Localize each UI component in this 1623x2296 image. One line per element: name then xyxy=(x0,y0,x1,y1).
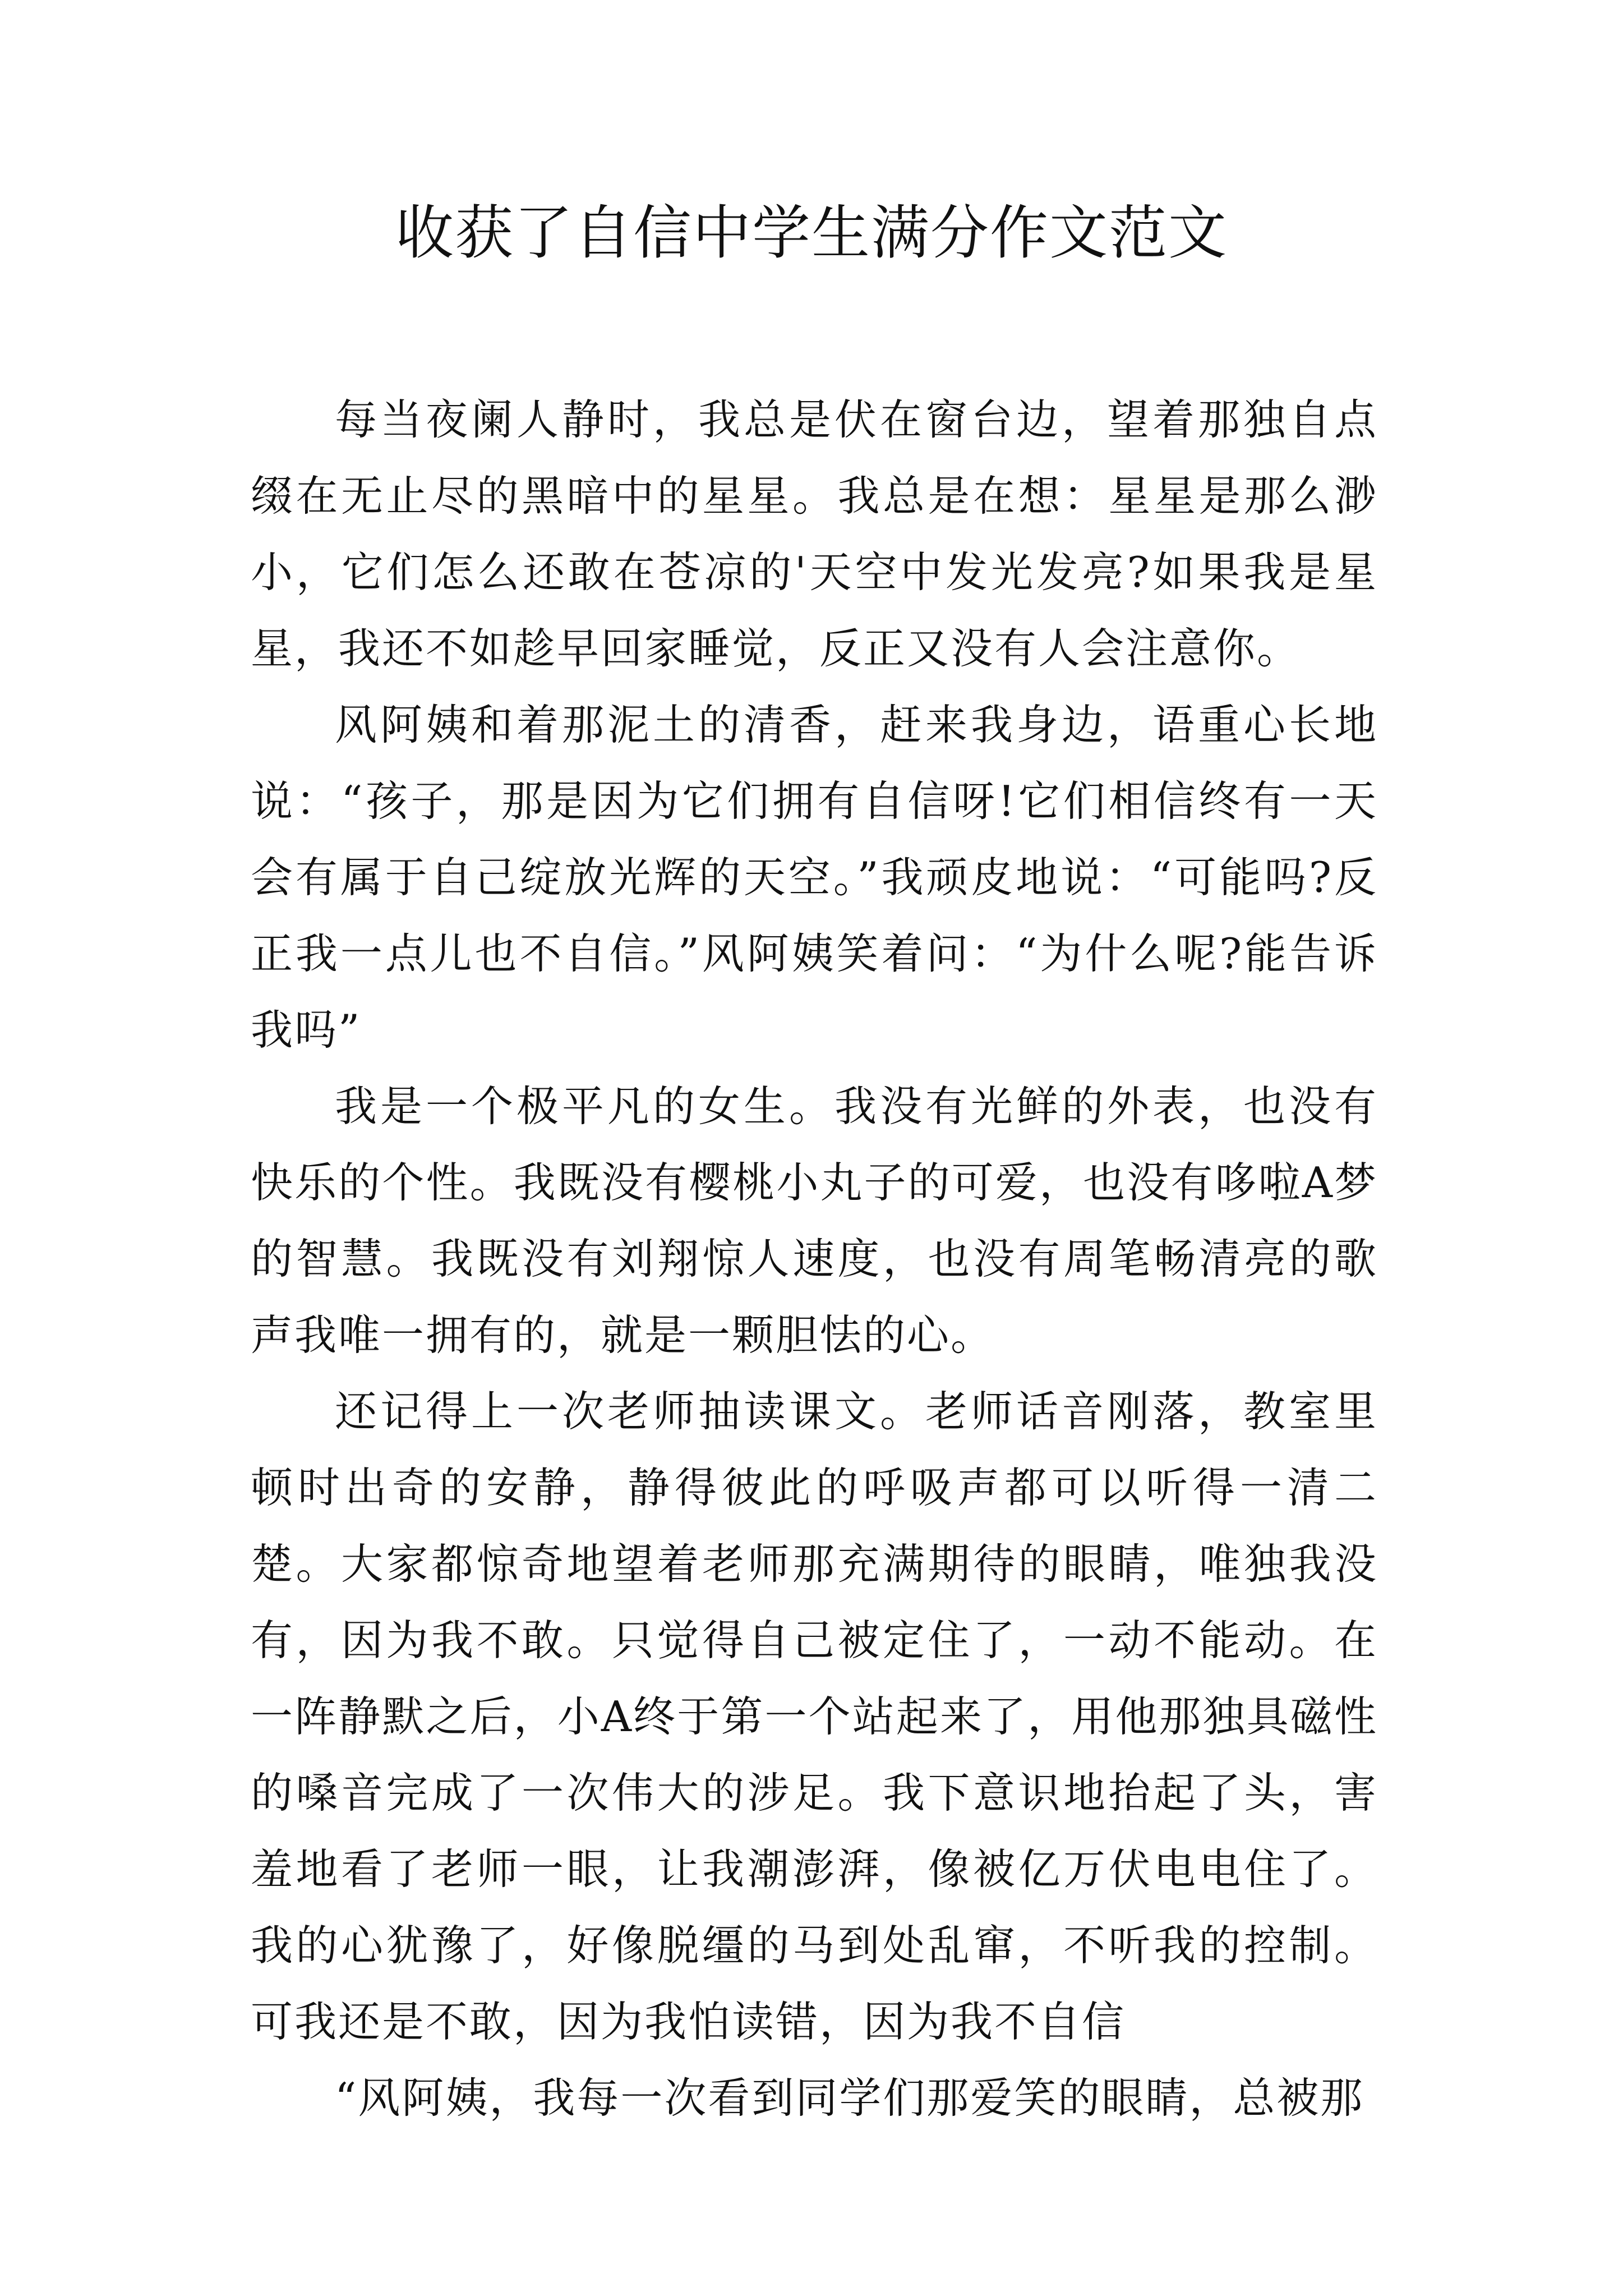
document-title: 收获了自信中学生满分作文范文 xyxy=(395,199,1228,267)
paragraph-4: 还记得上一次老师抽读课文。老师话音刚落，教室里顿时出奇的安静，静得彼此的呼吸声都可以听得一清二楚。大家都惊奇地望着老师那充满期待的眼睛，唯独我没有，因为我不敢。只觉得自己被定住了，一动不能动。在一阵静默之后，小A终于第一个站起来了，用他那独具磁性的嗓音完成了一次伟大的涉足。我下意识地抬起了头，害羞地看了老师一眼，让我潮澎湃，像被亿万伏电电住了。我的心犹豫了，好像脱缰的马到处乱窜，不听我的控制。可我还是不敢，因为我怕读错，因为我不自信 xyxy=(251,1387,1378,2046)
document-body xyxy=(251,381,1378,2136)
paragraph-5: “风阿姨，我每一次看到同学们那爱笑的眼睛，总被那 xyxy=(335,2073,1364,2123)
paragraph-2: 风阿姨和着那泥土的清香，赶来我身边，语重心长地说：“孩子，那是因为它们拥有自信呀!它们相信终有一天会有属于自己绽放光辉的天空。”我顽皮地说：“可能吗?反正我一点儿也不自信。”风阿姨笑着问：“为什么呢?能告诉我吗” xyxy=(251,700,1378,1055)
paragraph-1: 每当夜阑人静时，我总是伏在窗台边，望着那独自点缀在无止尽的黑暗中的星星。我总是在想：星星是那么渺小，它们怎么还敢在苍凉的'天空中发光发亮?如果我是星星，我还不如趁早回家睡觉，反正又没有人会注意你。 xyxy=(251,395,1378,673)
paragraph-3: 我是一个极平凡的女生。我没有光鲜的外表，也没有快乐的个性。我既没有樱桃小丸子的可爱，也没有哆啦A梦的智慧。我既没有刘翔惊人速度，也没有周笔畅清亮的歌声我唯一拥有的，就是一颗胆怯的心。 xyxy=(251,1082,1378,1360)
